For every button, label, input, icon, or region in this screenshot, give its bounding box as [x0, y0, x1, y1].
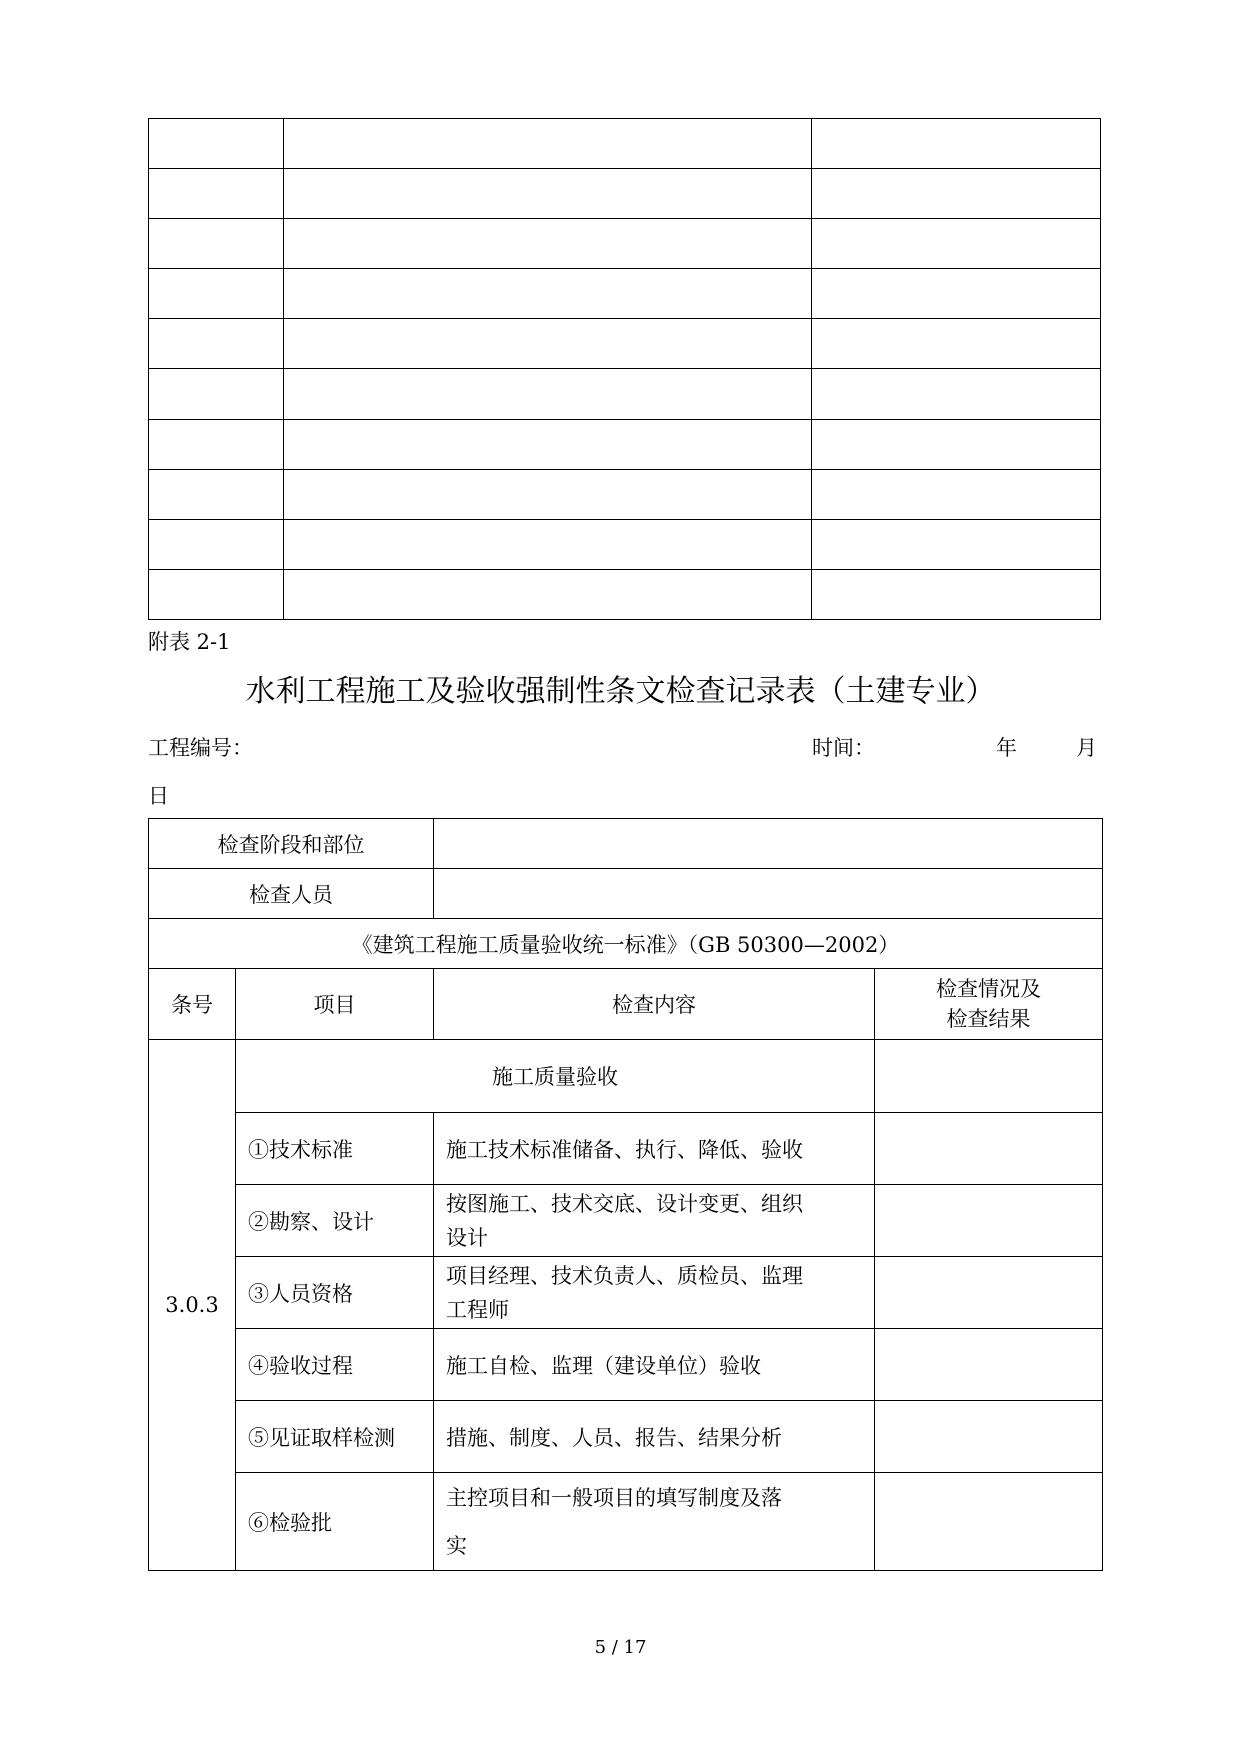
month-label: 月 — [1076, 736, 1097, 760]
header-result — [875, 969, 1103, 1040]
item-cell: ⑥检验批 — [236, 1473, 434, 1571]
table-cell — [812, 219, 1101, 269]
page-number: 5 / 17 — [594, 1637, 647, 1658]
header-item: 项目 — [236, 969, 434, 1040]
inspection-record-table — [148, 818, 1103, 1571]
table-cell — [149, 369, 284, 419]
table-cell — [284, 319, 812, 369]
content-line: 按图施工、技术交底、设计变更、组织 — [446, 1191, 803, 1216]
result-cell — [875, 1329, 1103, 1401]
table-cell — [812, 319, 1101, 369]
table-cell — [284, 269, 812, 319]
table-cell — [149, 419, 284, 469]
item-cell: ②勘察、设计 — [236, 1185, 434, 1257]
project-no-label: 工程编号： — [148, 736, 253, 760]
content-cell — [434, 1473, 875, 1571]
table-row — [149, 1329, 1103, 1401]
clause-number: 3.0.3 — [149, 1040, 236, 1571]
stage-label: 检查阶段和部位 — [149, 819, 434, 869]
content-line: 实 — [446, 1533, 467, 1558]
table-cell — [149, 319, 284, 369]
table-cell — [284, 469, 812, 519]
header-clause: 条号 — [149, 969, 236, 1040]
table-cell — [812, 369, 1101, 419]
table-cell — [149, 269, 284, 319]
inspector-value — [434, 869, 1103, 919]
table-cell — [284, 419, 812, 469]
item-cell: ④验收过程 — [236, 1329, 434, 1401]
header-content: 检查内容 — [434, 969, 875, 1040]
content-cell — [434, 1185, 875, 1257]
content-cell — [434, 1257, 875, 1329]
item-cell: ③人员资格 — [236, 1257, 434, 1329]
table-cell — [284, 219, 812, 269]
table-cell — [812, 419, 1101, 469]
blank-continuation-table — [148, 118, 1101, 620]
table-cell — [812, 169, 1101, 219]
stage-value — [434, 819, 1103, 869]
content-line: 项目经理、技术负责人、质检员、监理 — [446, 1263, 803, 1288]
table-row — [149, 1113, 1103, 1185]
result-cell — [875, 1257, 1103, 1329]
result-cell — [875, 1185, 1103, 1257]
table-cell — [149, 119, 284, 169]
table-row — [149, 1473, 1103, 1571]
table-cell — [149, 569, 284, 619]
standard-name: 《建筑工程施工质量验收统一标准》（GB 50300—2002） — [149, 919, 1103, 969]
header-result-line1: 检查情况及 — [936, 977, 1041, 1001]
table-row — [149, 1257, 1103, 1329]
content-line: 设计 — [446, 1225, 488, 1250]
table-cell — [812, 269, 1101, 319]
table-cell — [284, 519, 812, 569]
table-cell — [149, 469, 284, 519]
title-main: 水利工程施工及验收强制性条文检查记录表 — [245, 674, 816, 709]
table-cell — [812, 569, 1101, 619]
table-cell — [149, 519, 284, 569]
section-title: 施工质量验收 — [236, 1040, 875, 1113]
table-row — [149, 1401, 1103, 1473]
appendix-label: 附表 2-1 — [148, 630, 231, 654]
content-cell: 施工技术标准储备、执行、降低、验收 — [434, 1113, 875, 1185]
table-cell — [812, 119, 1101, 169]
content-cell: 措施、制度、人员、报告、结果分析 — [434, 1401, 875, 1473]
table-cell — [149, 219, 284, 269]
inspector-label: 检查人员 — [149, 869, 434, 919]
document-title — [0, 666, 1241, 710]
item-cell: ⑤见证取样检测 — [236, 1401, 434, 1473]
table-cell — [149, 169, 284, 219]
content-cell: 施工自检、监理（建设单位）验收 — [434, 1329, 875, 1401]
result-cell — [875, 1113, 1103, 1185]
table-cell — [812, 469, 1101, 519]
table-cell — [284, 369, 812, 419]
table-cell — [284, 169, 812, 219]
day-label: 日 — [148, 784, 169, 808]
table-row — [149, 1185, 1103, 1257]
result-cell — [875, 1040, 1103, 1113]
result-cell — [875, 1473, 1103, 1571]
content-line: 主控项目和一般项目的填写制度及落 — [446, 1485, 782, 1510]
time-label: 时间： — [812, 736, 875, 760]
result-cell — [875, 1401, 1103, 1473]
table-cell — [284, 569, 812, 619]
title-suffix: （土建专业） — [815, 674, 996, 709]
table-cell — [284, 119, 812, 169]
header-result-line2: 检查结果 — [946, 1007, 1031, 1031]
table-cell — [812, 519, 1101, 569]
content-line: 工程师 — [446, 1297, 509, 1322]
item-cell: ①技术标准 — [236, 1113, 434, 1185]
year-label: 年 — [996, 736, 1017, 760]
